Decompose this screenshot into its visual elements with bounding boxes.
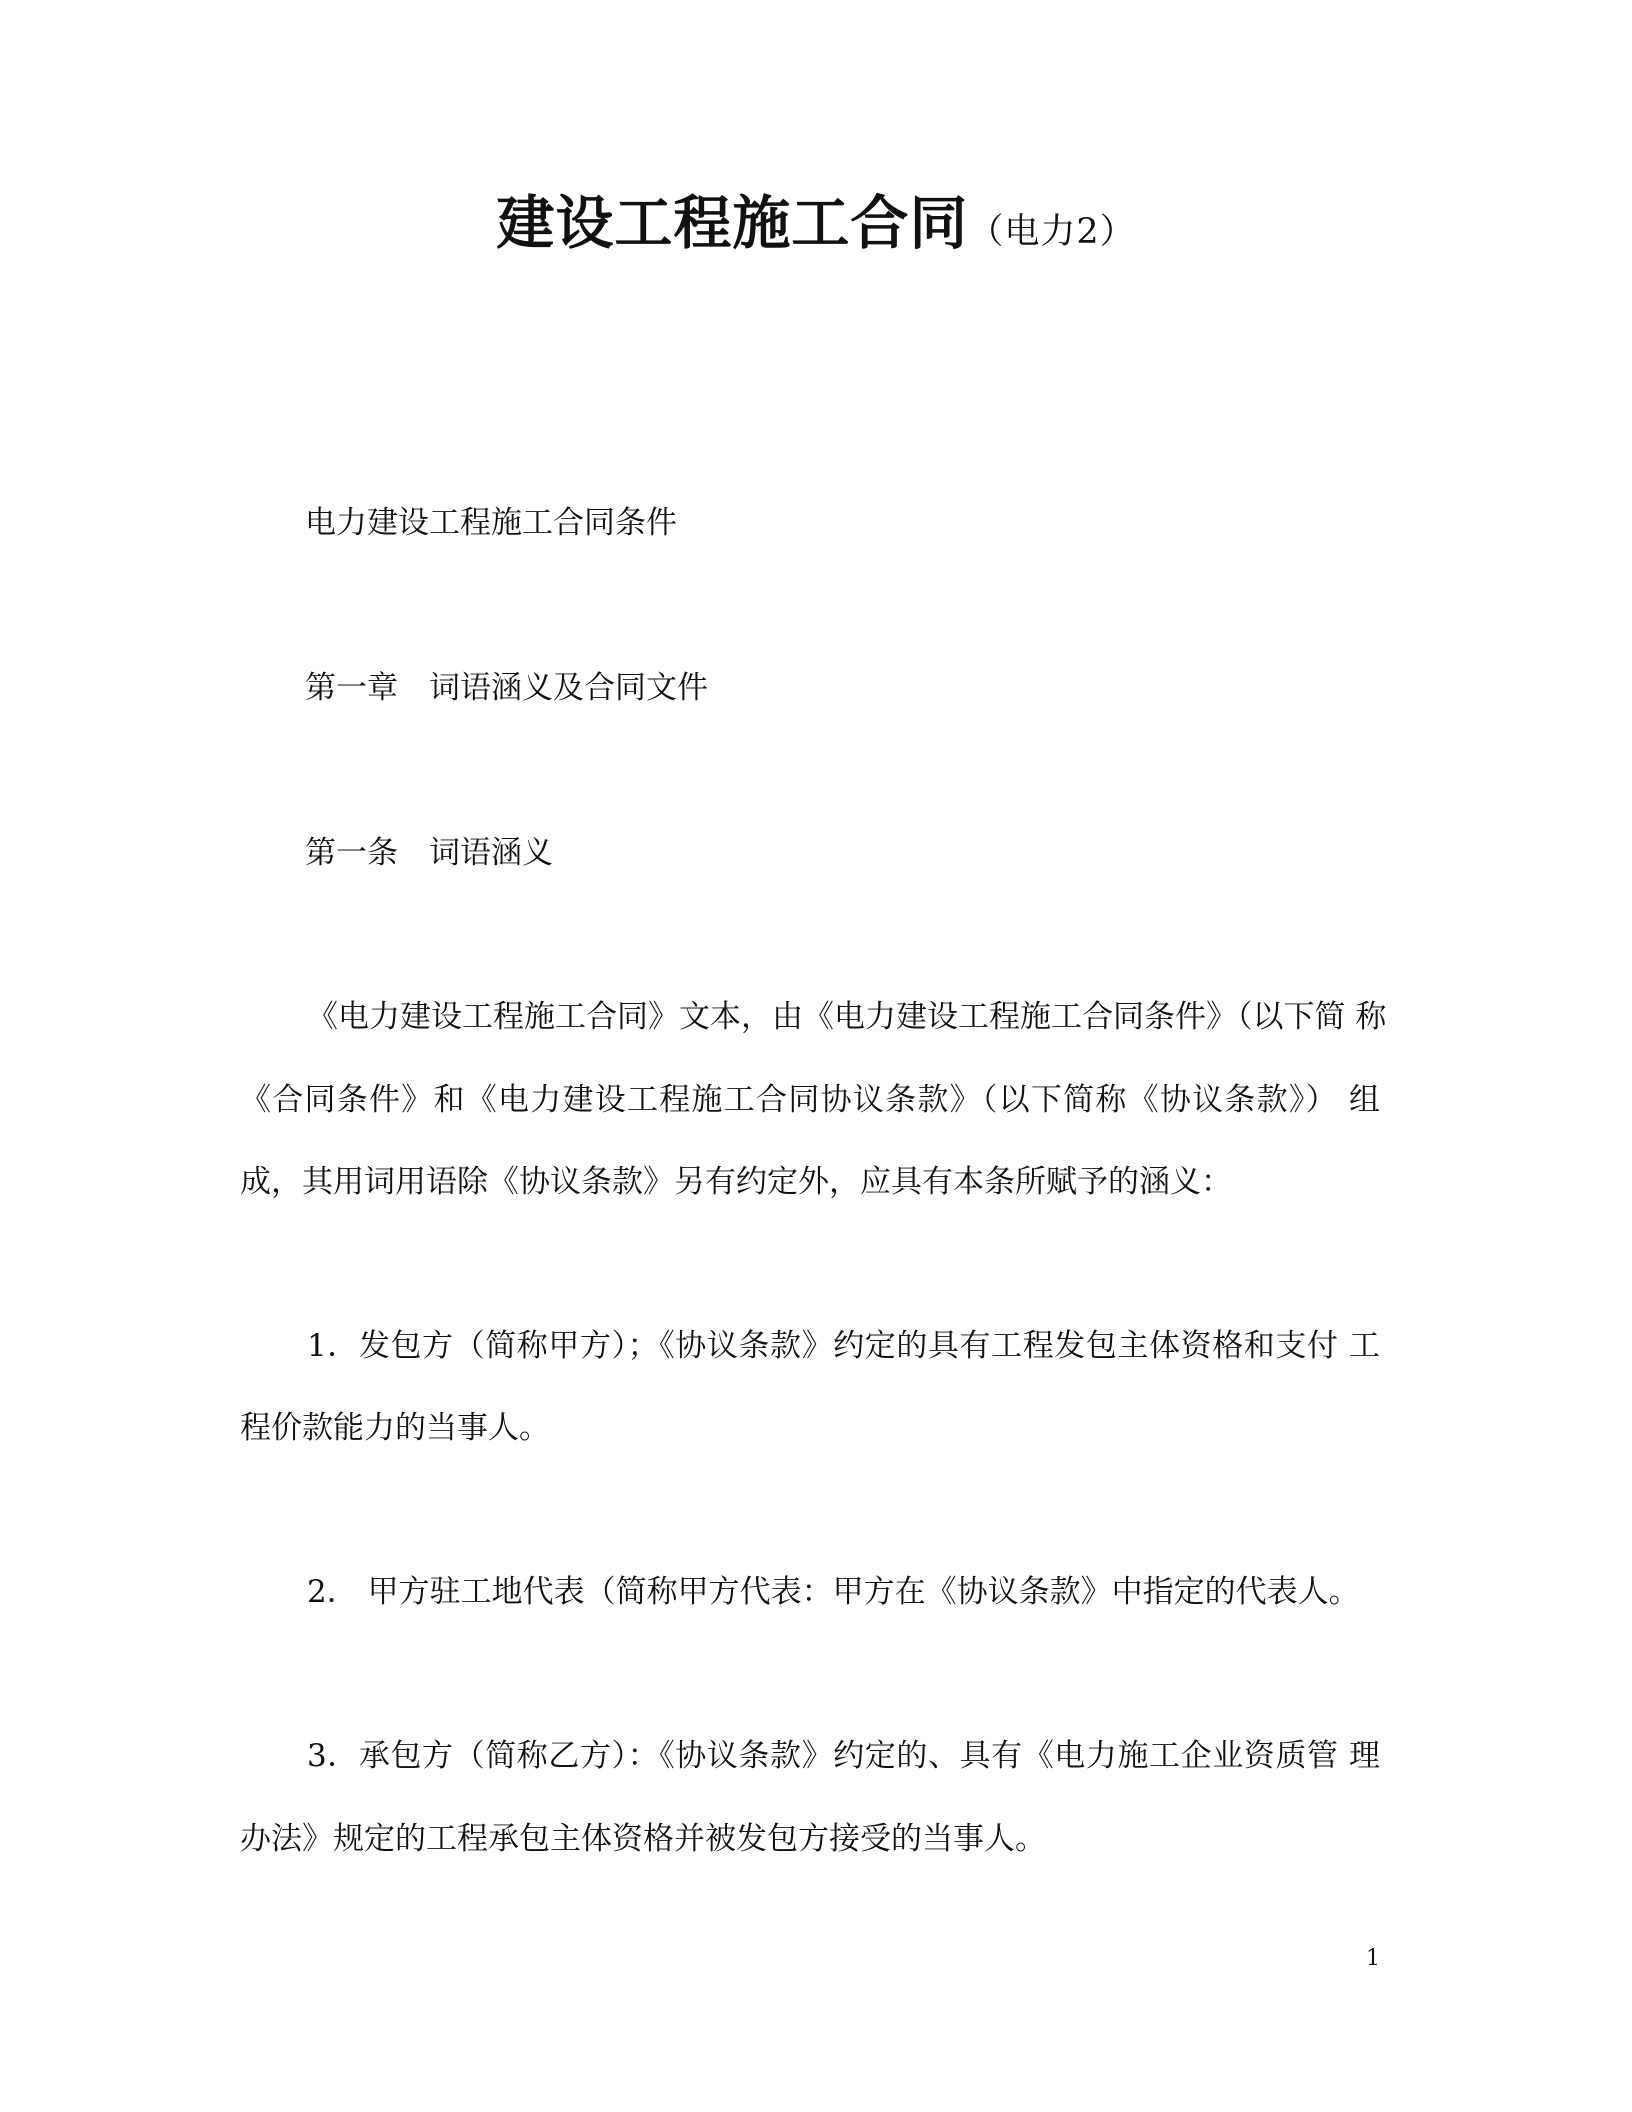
chapter-heading: 第一章 词语涵义及合同文件 — [305, 670, 708, 706]
intro-line-1: 《电力建设工程施工合同》文本，由《电力建设工程施工合同条件》（以下简 称 — [307, 999, 1387, 1035]
document-title — [0, 189, 1632, 257]
page-number: 1 — [1366, 1946, 1380, 1971]
title-subtitle: （电力2） — [968, 212, 1136, 252]
item-3-line-1: 3．承包方（简称乙方）：《协议条款》约定的、具有《电力施工企业资质管 理 — [307, 1738, 1380, 1774]
intro-line-2: 《合同条件》和《电力建设工程施工合同协议条款》（以下简称《协议条款》） 组 — [240, 1082, 1380, 1118]
article-heading: 第一条 词语涵义 — [305, 835, 553, 871]
item-1-line-2: 程价款能力的当事人。 — [240, 1410, 550, 1446]
item-3-line-2: 办法》规定的工程承包主体资格并被发包方接受的当事人。 — [240, 1821, 1046, 1857]
section-heading: 电力建设工程施工合同条件 — [305, 505, 677, 541]
intro-line-3: 成，其用词用语除《协议条款》另有约定外，应具有本条所赋予的涵义： — [240, 1164, 1232, 1200]
item-2-line-1: 2． 甲方驻工地代表（简称甲方代表：甲方在《协议条款》中指定的代表人。 — [307, 1574, 1360, 1610]
title-main: 建设工程施工合同 — [496, 189, 969, 257]
item-1-line-1: 1．发包方（简称甲方）；《协议条款》约定的具有工程发包主体资格和支付 工 — [307, 1328, 1380, 1364]
